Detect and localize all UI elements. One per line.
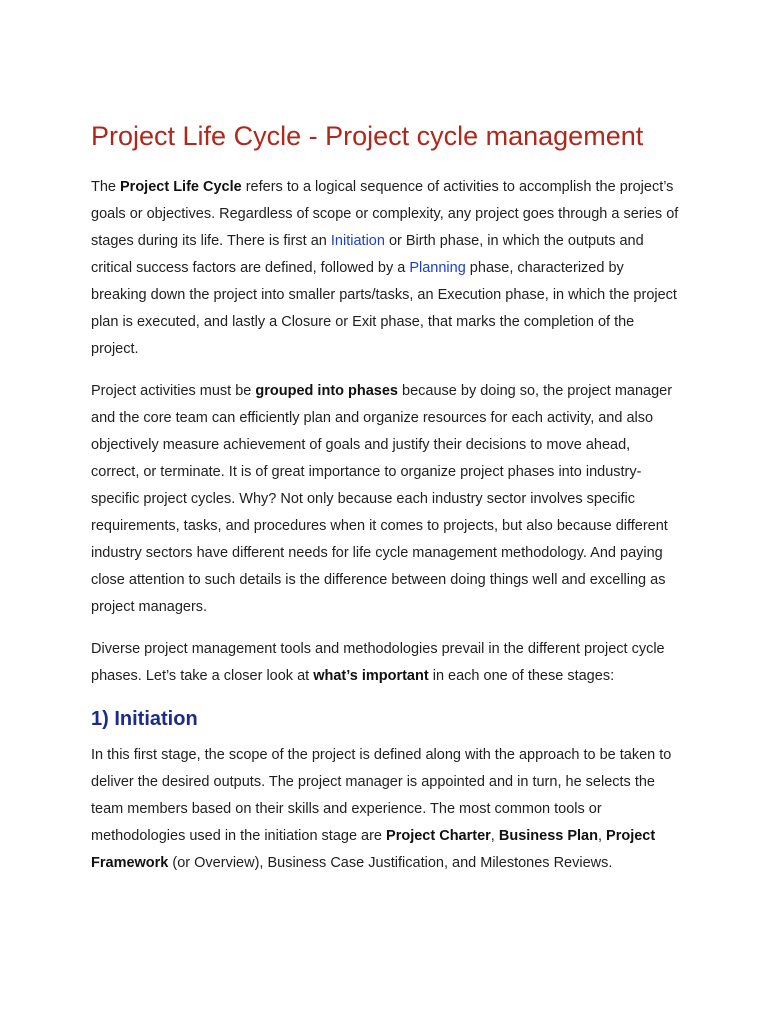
text-run: Diverse project management tools and methodologies prevail in the different project cycle phases. Let’s take a closer look at (91, 641, 665, 684)
text-run: , (597, 828, 607, 844)
text-run: , (490, 828, 499, 844)
bold-term-project-life-cycle: Project Life Cycle (120, 179, 242, 195)
link-initiation[interactable]: Initiation (330, 233, 385, 249)
text-run: because by doing so, the project manager and the core team can efficiently plan and organize resources for each activity, and also objectively measure achievement of goals and justify their decisions to move ahead, correct, or terminate. It is of great importance to organize project phases into industry-specific project cycles. Why? Not only because each industry sector involves specific requirements, tasks, and procedures when it comes to projects, but also because different industry sectors have different needs for life cycle management methodology. And paying close attention to such details is the difference between doing things well and excelling as project managers. (91, 383, 673, 615)
text-run: phase, characterized by breaking down the project into smaller parts/tasks, an Execution phase, in which the project plan is executed, and lastly a Closure or Exit phase, that marks the completion of the project. (91, 260, 677, 357)
bold-term-business-plan: Business Plan (498, 828, 598, 844)
section-heading-initiation: 1) Initiation (91, 708, 198, 730)
text-run: in each one of these stages: (428, 668, 615, 684)
bold-term-project-charter: Project Charter (386, 828, 491, 844)
phases-paragraph (91, 378, 682, 621)
text-run: Project activities must be (91, 383, 256, 399)
text-run: The (91, 179, 121, 195)
intro-paragraph (91, 174, 682, 363)
link-planning[interactable]: Planning (409, 260, 466, 276)
bold-term-whats-important: what’s important (313, 668, 429, 684)
text-run: (or Overview), Business Case Justification, and Milestones Reviews. (168, 855, 613, 871)
text-run: or Birth phase, in which the outputs and critical success factors are defined, followed by a (91, 233, 644, 276)
bold-term-grouped-into-phases: grouped into phases (255, 383, 398, 399)
tools-paragraph (91, 636, 682, 690)
initiation-paragraph (91, 742, 682, 877)
page-title: Project Life Cycle - Project cycle management (91, 121, 644, 151)
bold-term-project-framework: Project Framework (91, 828, 656, 871)
text-run: refers to a logical sequence of activities to accomplish the project’s goals or objectives. Regardless of scope or complexity, any project goes through a series of stages during its life. There is first an (91, 179, 679, 249)
text-run: In this first stage, the scope of the project is defined along with the approach to be taken to deliver the desired outputs. The project manager is appointed and in turn, he selects the team members based on their skills and experience. The most common tools or methodologies used in the initiation stage are (91, 747, 672, 844)
